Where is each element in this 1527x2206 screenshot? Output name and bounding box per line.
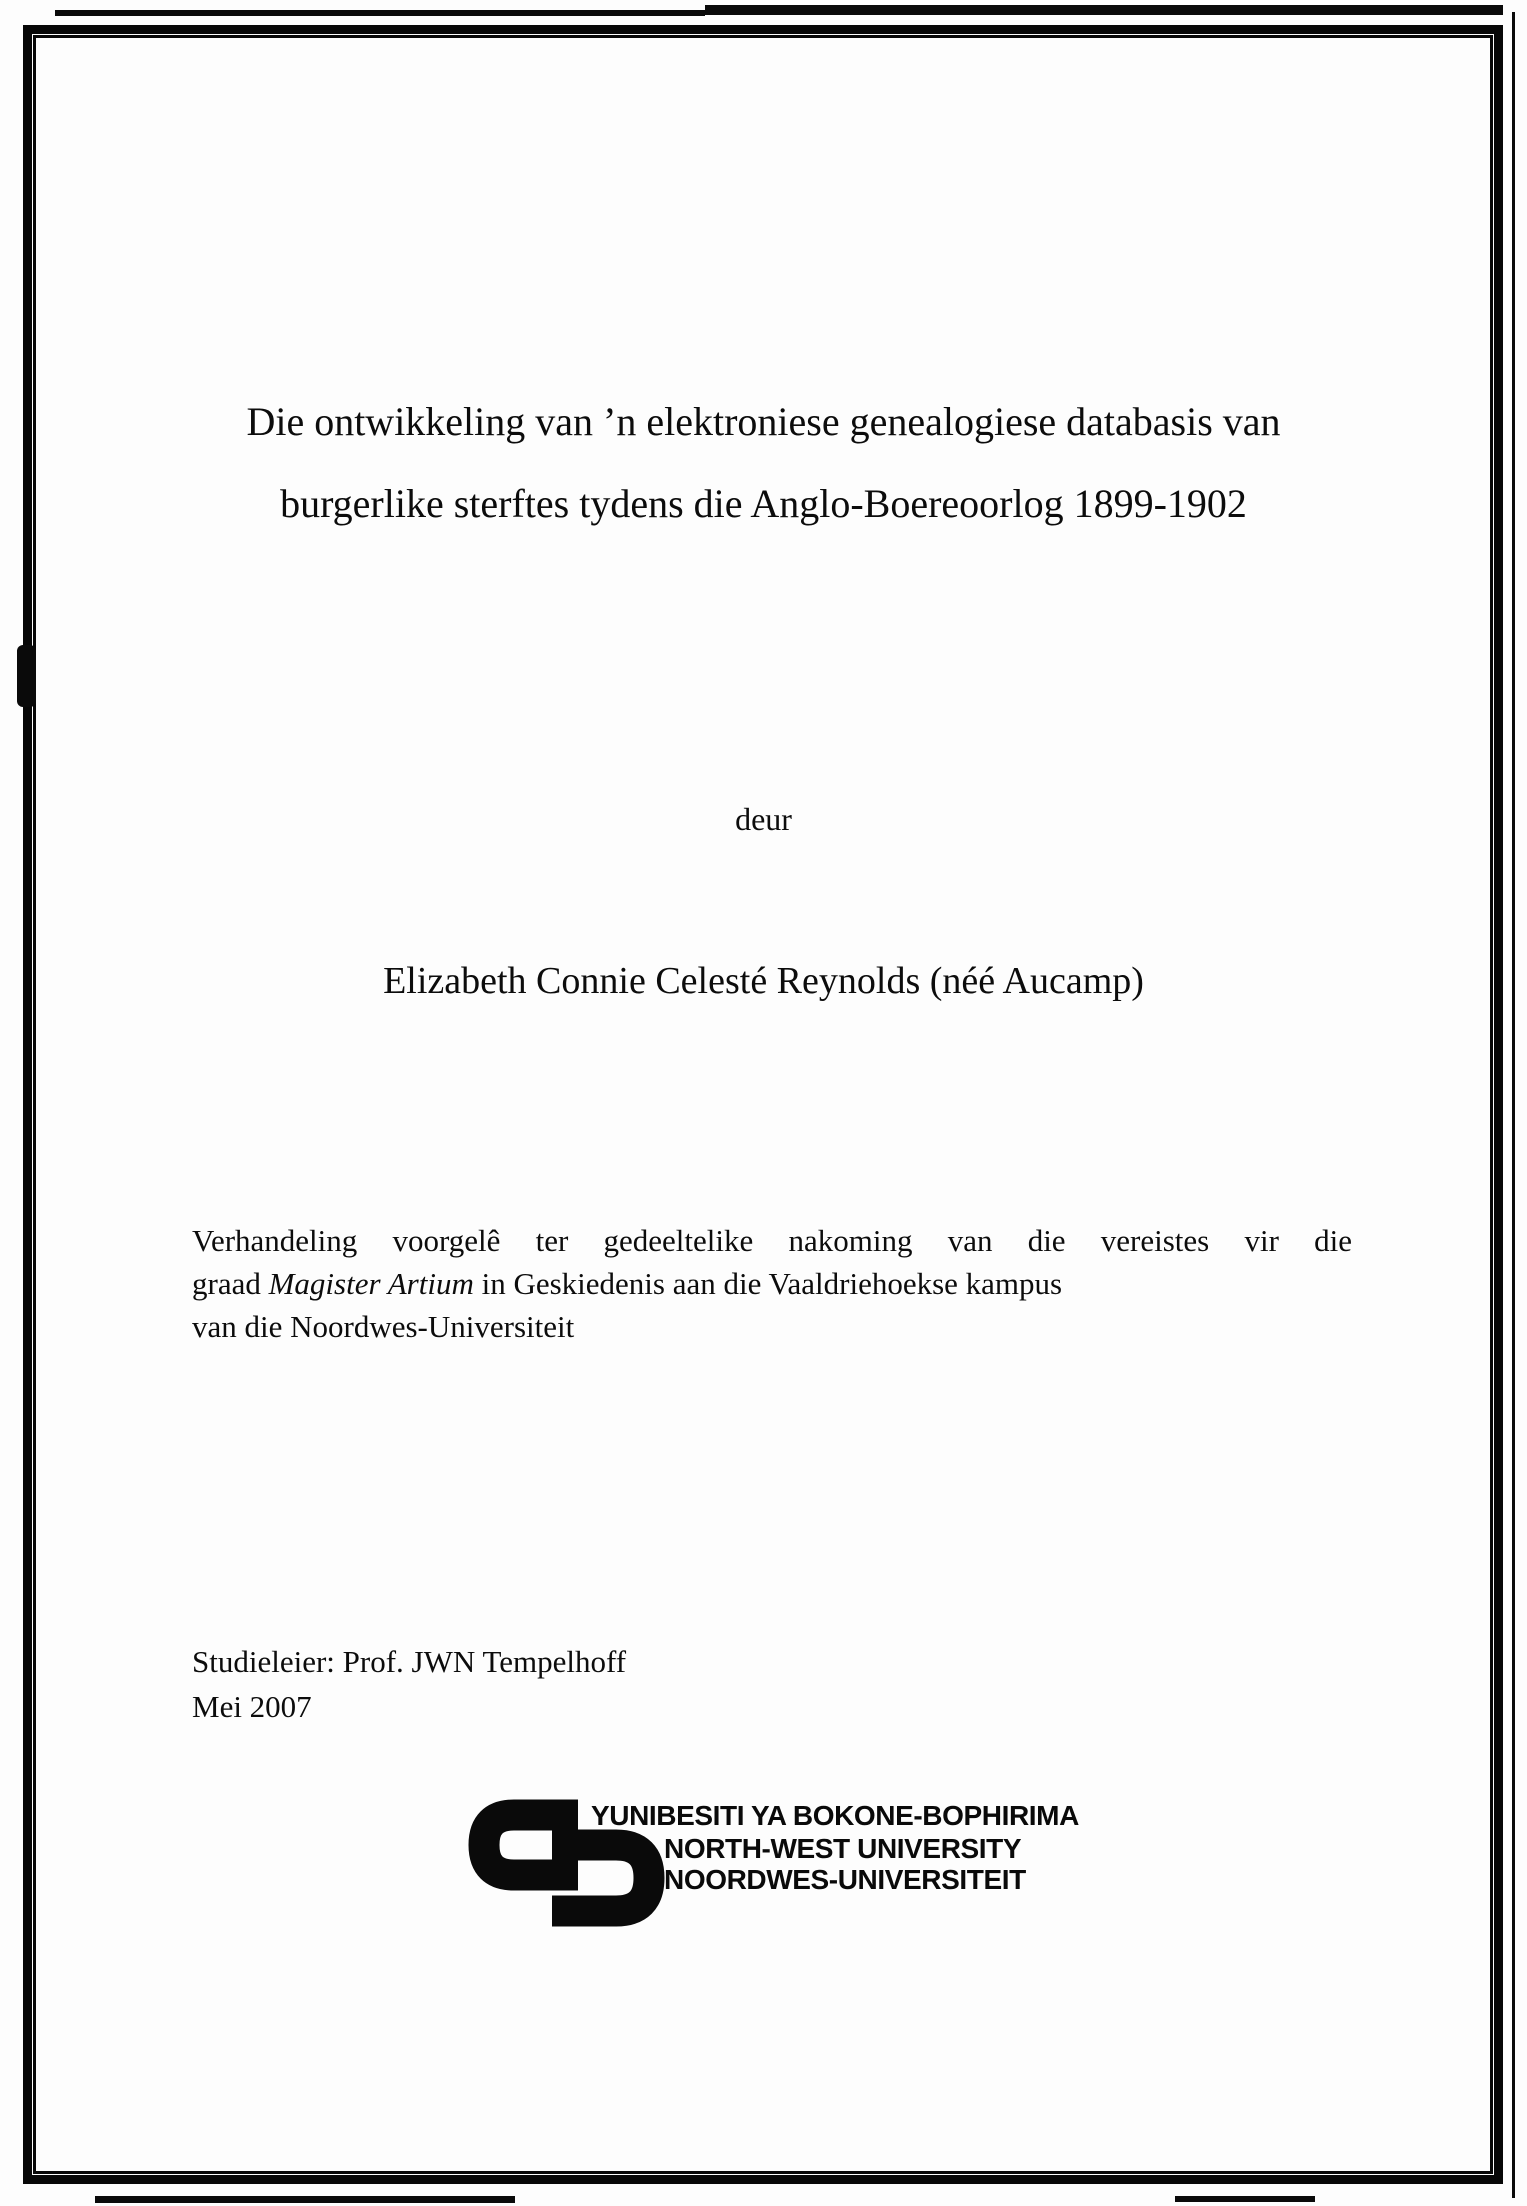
declaration-line-3: van die Noordwes-Universiteit	[192, 1309, 575, 1344]
logo-text-english: NORTH-WEST UNIVERSITY	[664, 1833, 1022, 1864]
declaration-line-2	[192, 1262, 1352, 1305]
declaration-paragraph	[192, 1219, 1352, 1348]
declaration-line-1: Verhandeling voorgelê ter gedeeltelike nakoming van die vereistes vir die	[192, 1223, 1352, 1258]
logo-text-setswana: YUNIBESITI YA BOKONE-BOPHIRIMA	[591, 1800, 1079, 1831]
thesis-title	[110, 381, 1417, 545]
declaration-line-2-post: in Geskiedenis aan die Vaaldriehoekse kampus	[473, 1266, 1063, 1301]
supervisor-line: Studieleier: Prof. JWN Tempelhoff	[192, 1644, 627, 1679]
scan-artifact-left-border-blotch	[17, 645, 36, 707]
logo-text-afrikaans: NOORDWES-UNIVERSITEIT	[664, 1864, 1026, 1895]
scan-artifact-right-edge-line	[1512, 12, 1515, 2198]
declaration-degree-name: Magister Artium	[268, 1266, 474, 1301]
thesis-title-line-1: Die ontwikkeling van ’n elektroniese genealogiese databasis van	[246, 399, 1281, 444]
author-name: Elizabeth Connie Celesté Reynolds (néé Aucamp)	[383, 960, 1144, 1002]
scan-artifact-top-streak-1	[55, 10, 705, 16]
scan-artifact-bottom-streak-1	[95, 2196, 515, 2203]
byline-label: deur	[735, 801, 792, 837]
declaration-line-2-pre: graad	[192, 1266, 269, 1301]
supervisor-block	[192, 1639, 626, 1729]
scan-artifact-top-streak-2	[705, 5, 1503, 15]
date-line: Mei 2007	[192, 1689, 312, 1724]
thesis-title-line-2: burgerlike sterftes tydens die Anglo-Boereoorlog 1899-1902	[280, 481, 1247, 526]
scan-artifact-bottom-streak-2	[1175, 2196, 1315, 2202]
